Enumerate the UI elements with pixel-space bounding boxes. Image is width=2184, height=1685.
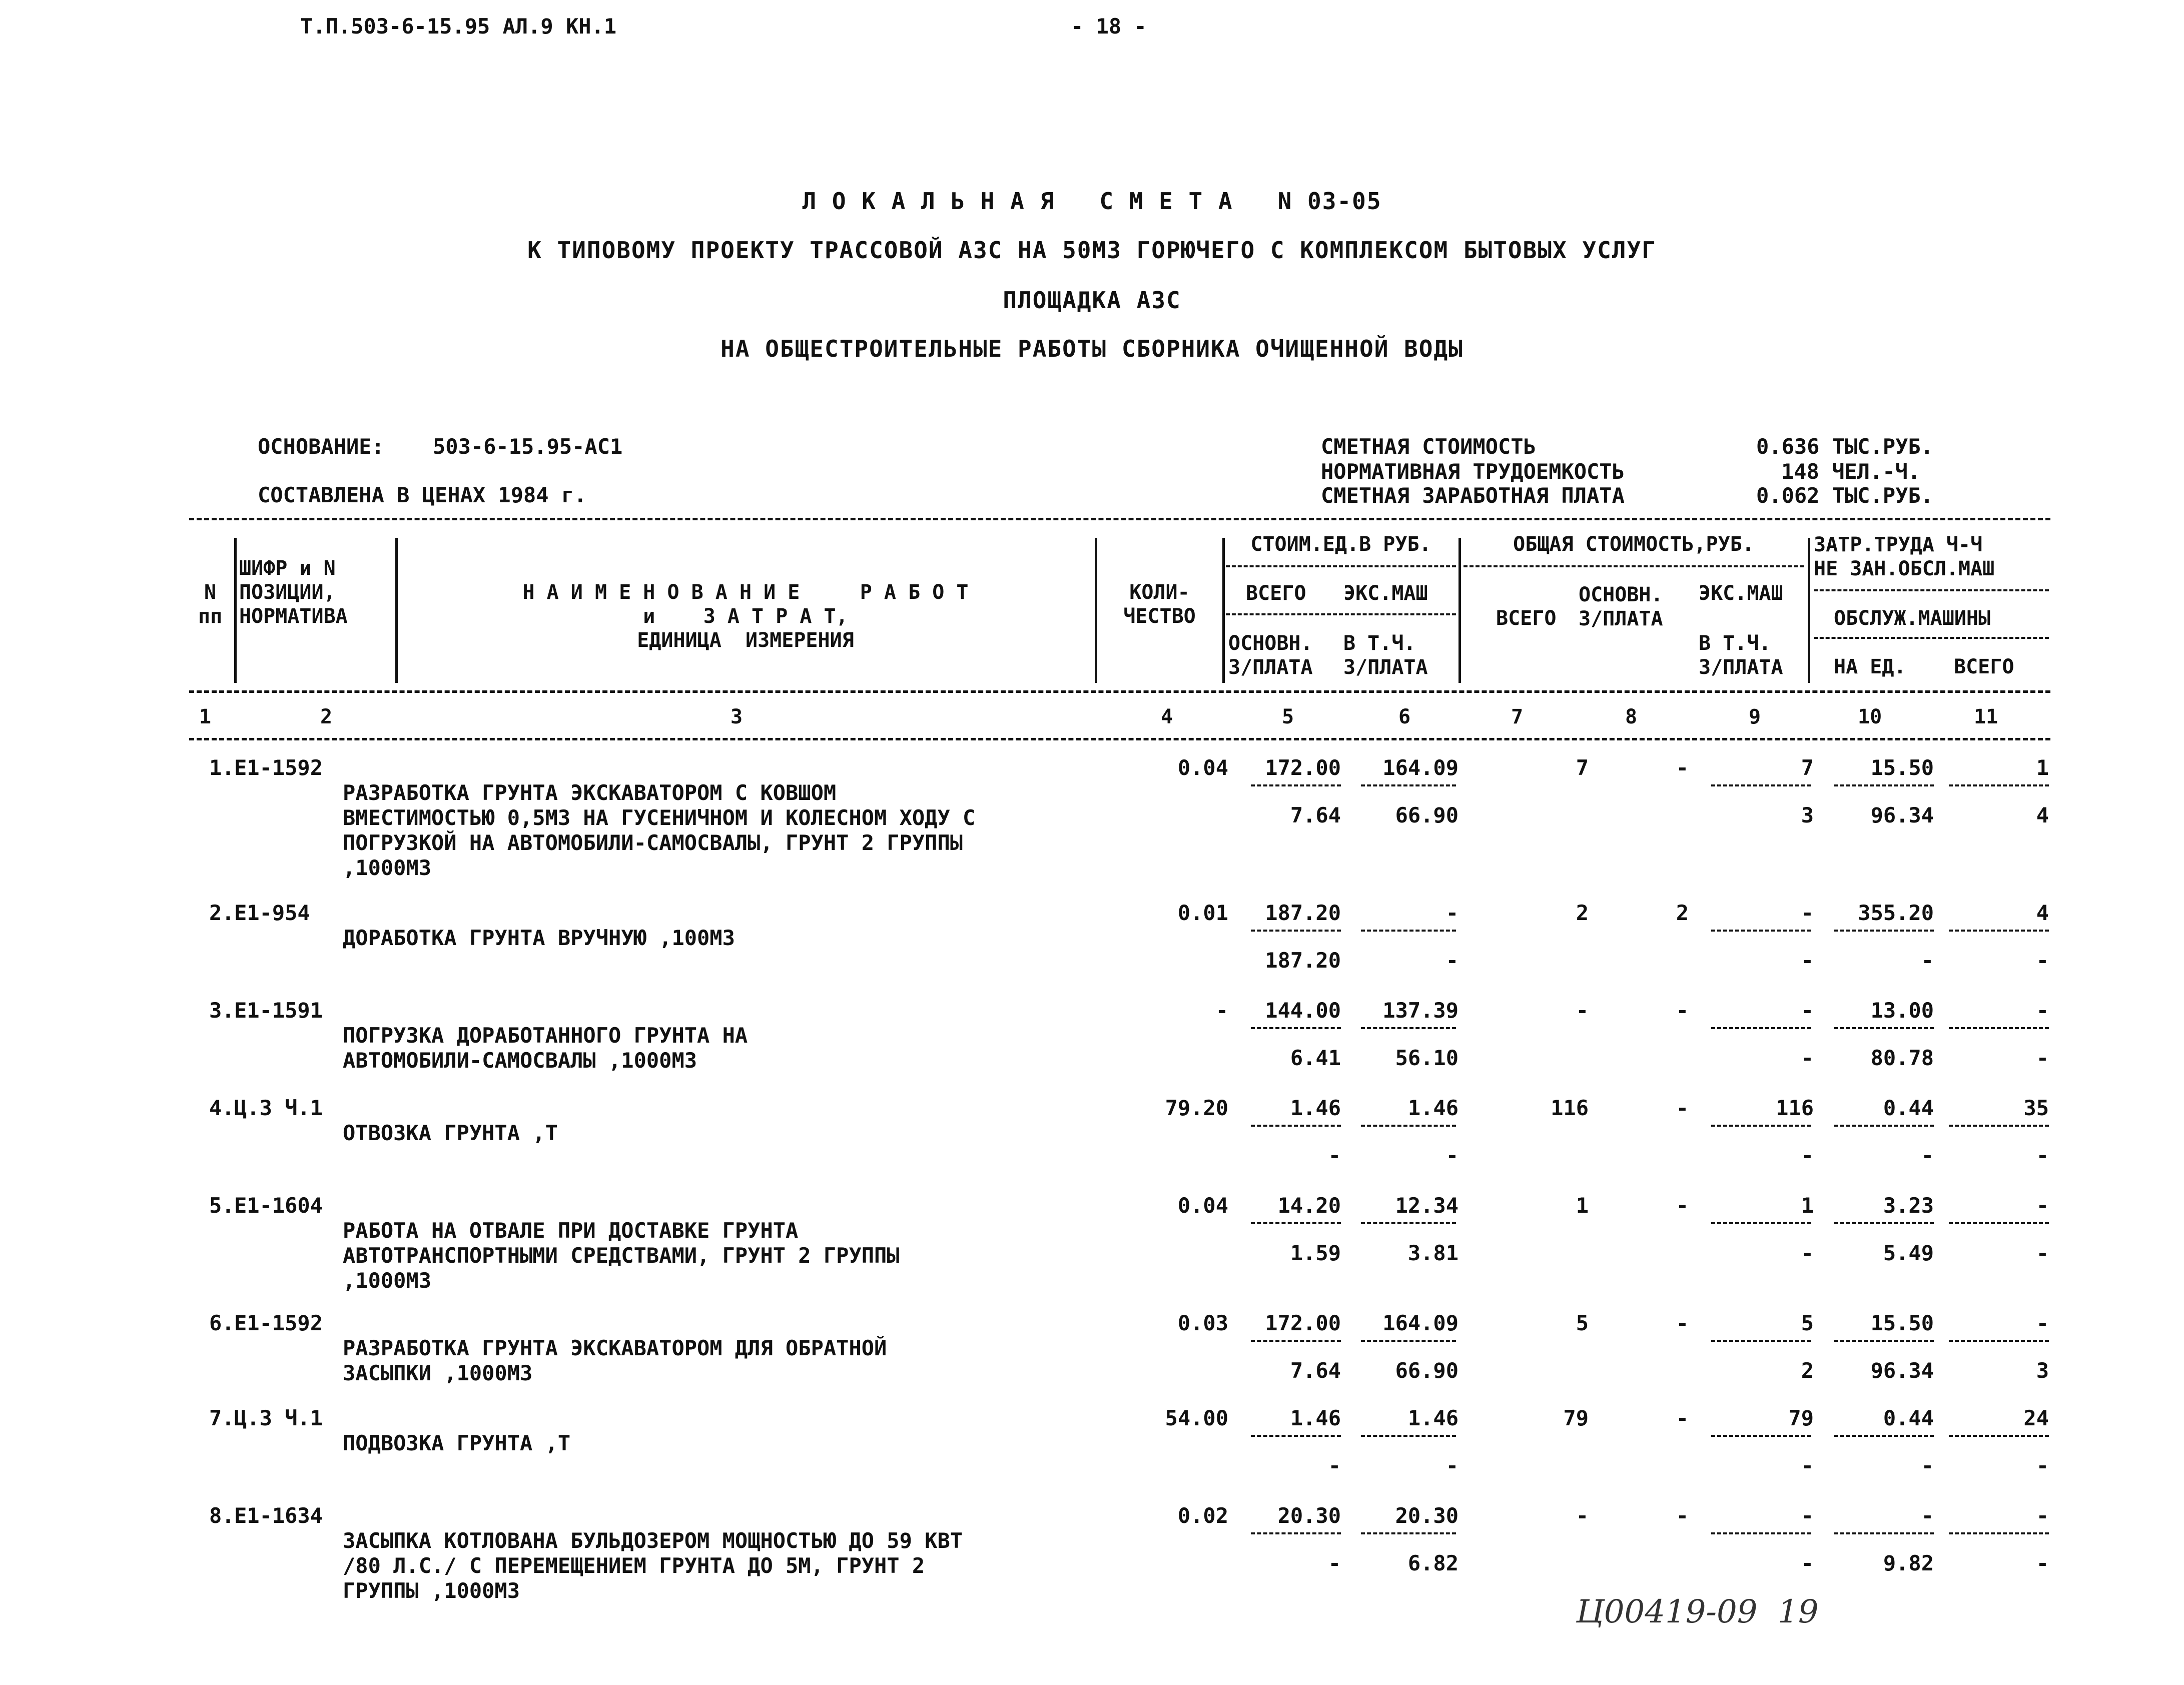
row-value-top: - [1676,1193,1689,1218]
row-quantity: - [1215,998,1228,1023]
row-value-bottom: 3.81 [1407,1241,1459,1265]
row-value-top: 79 [1788,1406,1814,1430]
header-subrule [1464,565,1804,567]
header-unit-mach: ЭКС.МАШ [1343,582,1428,605]
value-separator [1711,1435,1811,1437]
row-description: ЗАСЫПКА КОТЛОВАНА БУЛЬДОЗЕРОМ МОЩНОСТЬЮ ДО 59 КВТ [343,1528,963,1553]
basis-value: 503-6-15.95-АС1 [433,434,623,459]
row-value-top: - [2036,1311,2049,1335]
row-value-bottom: - [1921,948,1934,973]
header-unit-cost: СТОИМ.ЕД.В РУБ. [1250,533,1431,556]
column-number: 11 [1974,705,1998,728]
column-number: 2 [320,705,333,728]
row-value-bottom: - [1801,1453,1814,1478]
row-code: Е1-954 [234,901,310,925]
row-code: Ц.3 Ч.1 [234,1096,323,1120]
row-description: ,1000М3 [343,1268,432,1293]
row-value-top: 172.00 [1265,755,1341,780]
header-col1: N пп [198,581,223,628]
row-code: Е1-1634 [234,1503,323,1528]
value-separator [1361,930,1456,932]
row-description: ПОГРУЗКА ДОРАБОТАННОГО ГРУНТА НА [343,1023,748,1048]
header-total-all: ВСЕГО [1496,607,1557,630]
row-value-bottom: - [2036,948,2049,973]
value-separator [1361,1125,1456,1127]
column-number: 4 [1161,705,1173,728]
row-value-top: 0.44 [1883,1406,1934,1430]
row-value-top: 1.46 [1407,1096,1459,1120]
row-value-bottom: 80.78 [1870,1046,1934,1070]
row-value-top: 0.44 [1883,1096,1934,1120]
column-number: 8 [1625,705,1638,728]
row-quantity: 0.01 [1177,901,1228,925]
row-value-bottom: 3 [2036,1358,2049,1383]
doc-reference: Т.П.503-6-15.95 АЛ.9 КН.1 [300,14,617,39]
value-separator [1949,1125,2049,1127]
value-separator [1834,1340,1934,1342]
row-description: ОТВОЗКА ГРУНТА ,Т [343,1121,558,1145]
row-description: ПОДВОЗКА ГРУНТА ,Т [343,1431,571,1455]
column-number: 10 [1858,705,1882,728]
row-value-top: 1.46 [1290,1096,1341,1120]
header-subrule [1226,565,1456,567]
row-value-top: 137.39 [1382,998,1459,1023]
row-value-top: - [1921,1503,1934,1528]
row-value-bottom: 1.59 [1290,1241,1341,1265]
value-separator [1711,1222,1811,1224]
row-value-bottom: - [1445,1143,1459,1168]
row-quantity: 54.00 [1165,1406,1228,1430]
value-separator [1251,1532,1341,1534]
row-value-top: 1.46 [1290,1406,1341,1430]
row-description: ,1000М3 [343,856,432,880]
row-value-top: 20.30 [1395,1503,1459,1528]
row-quantity: 79.20 [1165,1096,1228,1120]
row-value-bottom: 5.49 [1883,1241,1934,1265]
row-value-top: 1 [1576,1193,1589,1218]
row-value-top: 24 [2023,1406,2049,1430]
row-code: Е1-1592 [234,755,323,780]
row-code: Е1-1604 [234,1193,323,1218]
value-separator [1711,1125,1811,1127]
column-number: 7 [1511,705,1524,728]
column-number: 5 [1282,705,1294,728]
row-value-bottom: 66.90 [1395,1358,1459,1383]
row-value-bottom: - [1801,1143,1814,1168]
row-value-bottom: 7.64 [1290,1358,1341,1383]
page-number: - 18 - [1071,14,1147,39]
row-number: 5. [209,1193,235,1218]
row-number: 4. [209,1096,235,1120]
row-value-bottom: - [2036,1046,2049,1070]
row-value-top: 3.23 [1883,1193,1934,1218]
colnum-bottom-rule [189,738,2050,740]
row-number: 7. [209,1406,235,1430]
value-separator [1711,784,1811,786]
row-value-bottom: 4 [2036,803,2049,827]
header-col4: КОЛИ- ЧЕСТВО [1123,581,1196,628]
value-separator [1834,1222,1934,1224]
header-col3: Н А И М Е Н О В А Н И Е Р А Б О Т и З А Т Р А Т, ЕДИНИЦА ИЗМЕРЕНИЯ [522,581,969,652]
value-separator [1251,784,1341,786]
row-value-top: 15.50 [1870,755,1934,780]
value-separator [1361,1027,1456,1029]
row-value-bottom: 3 [1801,803,1814,827]
row-quantity: 0.04 [1177,755,1228,780]
value-separator [1251,1340,1341,1342]
row-value-top: - [1576,1503,1589,1528]
row-value-top: - [1801,998,1814,1023]
value-separator [1949,1435,2049,1437]
row-code: Е1-1591 [234,998,323,1023]
header-unit-total: ВСЕГО [1246,582,1306,605]
row-description: РАЗРАБОТКА ГРУНТА ЭКСКАВАТОРОМ С КОВШОМ [343,780,837,805]
value-separator [1949,930,2049,932]
row-value-bottom: - [1921,1453,1934,1478]
row-value-top: 5 [1576,1311,1589,1335]
row-value-bottom: 6.41 [1290,1046,1341,1070]
column-number: 9 [1749,705,1761,728]
value-separator [1361,1340,1456,1342]
row-description: ГРУППЫ ,1000М3 [343,1578,520,1603]
row-number: 1. [209,755,235,780]
row-value-bottom: - [1445,948,1459,973]
row-value-top: 355.20 [1858,901,1934,925]
row-value-top: 164.09 [1382,1311,1459,1335]
header-col2: ШИФР и N ПОЗИЦИИ, НОРМАТИВА [239,557,348,628]
row-value-bottom: - [1328,1143,1341,1168]
value-separator [1834,1027,1934,1029]
column-number: 3 [731,705,743,728]
row-number: 2. [209,901,235,925]
summary-value-wage: 0.062 ТЫС.РУБ. [1756,483,1934,508]
summary-label-labor: НОРМАТИВНАЯ ТРУДОЕМКОСТЬ [1321,459,1625,484]
prices-note: СОСТАВЛЕНА В ЦЕНАХ 1984 г. [258,483,587,507]
row-description: РАЗРАБОТКА ГРУНТА ЭКСКАВАТОРОМ ДЛЯ ОБРАТНОЙ [343,1336,887,1360]
value-separator [1251,1222,1341,1224]
header-labor: ЗАТР.ТРУДА Ч-Ч НЕ ЗАН.ОБСЛ.МАШ [1814,533,1995,580]
row-value-bottom: - [1921,1143,1934,1168]
header-bottom-rule [189,690,2050,693]
header-total-cost: ОБЩАЯ СТОИМОСТЬ,РУБ. [1513,533,1754,556]
row-value-top: - [2036,998,2049,1023]
row-value-top: 164.09 [1382,755,1459,780]
row-description: ЗАСЫПКИ ,1000М3 [343,1361,533,1385]
row-value-top: - [2036,1193,2049,1218]
row-value-top: 1 [2036,755,2049,780]
summary-value-cost: 0.636 ТЫС.РУБ. [1756,434,1934,459]
row-value-bottom: 9.82 [1883,1551,1934,1575]
row-value-bottom: 187.20 [1265,948,1341,973]
value-separator [1361,1435,1456,1437]
value-separator [1711,1340,1811,1342]
basis-label: ОСНОВАНИЕ: [258,434,384,459]
value-separator [1834,930,1934,932]
row-value-bottom: 96.34 [1870,803,1934,827]
row-description: ДОРАБОТКА ГРУНТА ВРУЧНУЮ ,100М3 [343,926,735,950]
row-value-bottom: 96.34 [1870,1358,1934,1383]
row-value-bottom: - [2036,1143,2049,1168]
summary-label-cost: СМЕТНАЯ СТОИМОСТЬ [1321,434,1536,459]
row-value-top: 144.00 [1265,998,1341,1023]
header-unit-incl: В Т.Ч. З/ПЛАТА [1343,632,1428,679]
estimate-subtitle-works: НА ОБЩЕСТРОИТЕЛЬНЫЕ РАБОТЫ СБОРНИКА ОЧИЩЕННОЙ ВОДЫ [720,335,1464,362]
row-code: Ц.3 Ч.1 [234,1406,323,1430]
row-value-bottom: - [2036,1551,2049,1575]
row-value-top: - [1445,901,1459,925]
row-value-top: - [1676,1311,1689,1335]
estimate-subtitle-site: ПЛОЩАДКА АЗС [1003,287,1181,314]
row-value-bottom: - [1328,1551,1341,1575]
value-separator [1361,784,1456,786]
row-value-top: - [1676,998,1689,1023]
value-separator [1834,1532,1934,1534]
header-labor-serv: ОБСЛУЖ.МАШИНЫ [1834,607,1991,630]
row-description: /80 Л.С./ С ПЕРЕМЕЩЕНИЕМ ГРУНТА ДО 5М, ГРУНТ 2 [343,1553,925,1578]
row-number: 6. [209,1311,235,1335]
row-value-bottom: - [1445,1453,1459,1478]
value-separator [1251,1027,1341,1029]
row-value-top: 13.00 [1870,998,1934,1023]
row-value-bottom: - [1801,1551,1814,1575]
col-divider [1808,538,1810,683]
row-value-top: 2 [1576,901,1589,925]
row-value-top: - [1676,1503,1689,1528]
value-separator [1361,1222,1456,1224]
value-separator [1949,1340,2049,1342]
row-code: Е1-1592 [234,1311,323,1335]
value-separator [1834,1435,1934,1437]
row-value-bottom: - [1801,1241,1814,1265]
estimate-subtitle-project: К ТИПОВОМУ ПРОЕКТУ ТРАССОВОЙ АЗС НА 50М3 ГОРЮЧЕГО С КОМПЛЕКСОМ БЫТОВЫХ УСЛУГ [527,237,1657,264]
row-value-top: - [1801,901,1814,925]
row-value-top: 5 [1801,1311,1814,1335]
header-subrule [1814,637,2049,639]
row-value-top: 1.46 [1407,1406,1459,1430]
value-separator [1361,1532,1456,1534]
column-number: 6 [1398,705,1411,728]
row-value-top: 15.50 [1870,1311,1934,1335]
row-value-top: 7 [1576,755,1589,780]
row-description: ПОГРУЗКОЙ НА АВТОМОБИЛИ-САМОСВАЛЫ, ГРУНТ 2 ГРУППЫ [343,830,963,855]
col-divider [395,538,398,683]
value-separator [1711,1532,1811,1534]
row-value-top: - [1676,1096,1689,1120]
row-value-top: 2 [1676,901,1689,925]
row-value-top: - [1801,1503,1814,1528]
header-total-mach: ЭКС.МАШ [1699,582,1783,605]
value-separator [1949,1027,2049,1029]
header-subrule [1814,589,2049,591]
value-separator [1949,784,2049,786]
row-value-top: 35 [2023,1096,2049,1120]
header-subrule [1226,613,1456,615]
row-value-top: - [1676,1406,1689,1430]
row-quantity: 0.04 [1177,1193,1228,1218]
header-total-wage: ОСНОВН. З/ПЛАТА [1579,583,1663,630]
row-value-top: - [1576,998,1589,1023]
row-value-bottom: - [1328,1453,1341,1478]
row-value-bottom: 7.64 [1290,803,1341,827]
row-description: ВМЕСТИМОСТЬЮ 0,5М3 НА ГУСЕНИЧНОМ И КОЛЕСНОМ ХОДУ С [343,805,976,830]
row-value-top: 172.00 [1265,1311,1341,1335]
row-quantity: 0.02 [1177,1503,1228,1528]
row-value-top: 20.30 [1277,1503,1341,1528]
row-value-bottom: - [1801,1046,1814,1070]
value-separator [1834,784,1934,786]
row-value-bottom: 6.82 [1407,1551,1459,1575]
header-labor-all: ВСЕГО [1954,655,2014,678]
row-value-bottom: 66.90 [1395,803,1459,827]
row-value-top: 79 [1563,1406,1589,1430]
table-top-rule [189,518,2050,520]
row-number: 3. [209,998,235,1023]
row-value-top: 116 [1776,1096,1814,1120]
summary-value-labor: 148 ЧЕЛ.-Ч. [1781,459,1921,484]
row-value-bottom: - [2036,1241,2049,1265]
value-separator [1251,1125,1341,1127]
value-separator [1949,1532,2049,1534]
row-value-top: 1 [1801,1193,1814,1218]
value-separator [1834,1125,1934,1127]
col-divider [1222,538,1225,683]
handwritten-note: Ц00419-09 19 [1576,1593,1819,1630]
col-divider [1095,538,1097,683]
row-number: 8. [209,1503,235,1528]
row-quantity: 0.03 [1177,1311,1228,1335]
row-value-bottom: 56.10 [1395,1046,1459,1070]
estimate-title: Л О К А Л Ь Н А Я С М Е Т А N 03-05 [802,188,1382,215]
summary-label-wage: СМЕТНАЯ ЗАРАБОТНАЯ ПЛАТА [1321,483,1625,508]
row-description: РАБОТА НА ОТВАЛЕ ПРИ ДОСТАВКЕ ГРУНТА [343,1218,799,1243]
row-value-bottom: - [1801,948,1814,973]
value-separator [1711,930,1811,932]
row-description: АВТОТРАНСПОРТНЫМИ СРЕДСТВАМИ, ГРУНТ 2 ГРУППЫ [343,1243,900,1268]
col-divider [1459,538,1461,683]
header-unit-wage: ОСНОВН. З/ПЛАТА [1228,632,1313,679]
value-separator [1251,930,1341,932]
row-value-top: - [2036,1503,2049,1528]
row-description: АВТОМОБИЛИ-САМОСВАЛЫ ,1000М3 [343,1048,697,1073]
row-value-top: 187.20 [1265,901,1341,925]
column-number: 1 [199,705,212,728]
row-value-top: 12.34 [1395,1193,1459,1218]
value-separator [1949,1222,2049,1224]
row-value-bottom: - [2036,1453,2049,1478]
row-value-top: - [1676,755,1689,780]
header-total-incl: В Т.Ч. З/ПЛАТА [1699,632,1783,679]
row-value-top: 7 [1801,755,1814,780]
value-separator [1711,1027,1811,1029]
value-separator [1251,1435,1341,1437]
header-labor-unit: НА ЕД. [1834,655,1906,678]
row-value-top: 116 [1551,1096,1589,1120]
row-value-bottom: 2 [1801,1358,1814,1383]
row-value-top: 14.20 [1277,1193,1341,1218]
col-divider [234,538,237,683]
row-value-top: 4 [2036,901,2049,925]
